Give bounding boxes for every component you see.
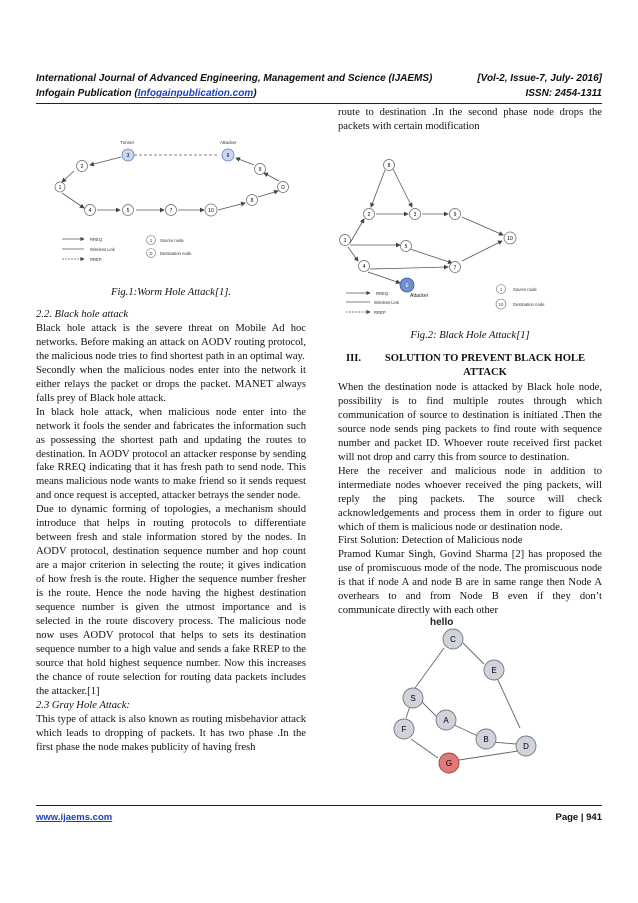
fig2-caption: Fig.2: Black Hole Attack[1] xyxy=(410,330,530,341)
fig1-legend-rreq: RREQ xyxy=(90,237,103,242)
paragraph: When the destination node is attacked by Black hole node, possibility is to find multiple routes through which communication of source to destination is initiated .Then the source node sends ping packets to find route with sequence number and packet ID. Whoever route received first packet will not drop and carry this from source to destination. xyxy=(338,382,602,463)
footer-website-link[interactable]: www.ijaems.com xyxy=(36,812,113,823)
fig1-legend-wireless: Wireless Link xyxy=(90,247,115,252)
paragraph: This type of attack is also known as routing misbehavior attack which leads to dropping of packets. It has two phase .In the first phase the node makes publicity of having fresh xyxy=(36,713,306,753)
fig2-legend-rrep: RREP xyxy=(374,310,386,315)
publisher-suffix: ) xyxy=(253,88,257,99)
paragraph: First Solution: Detection of Malicious node xyxy=(338,535,523,547)
fig1-edge xyxy=(62,193,84,208)
fig3-node-label: C xyxy=(450,635,456,644)
fig3-node-label: F xyxy=(401,725,407,734)
section-3-title-line2: ATTACK xyxy=(463,366,507,378)
fig2-edge xyxy=(410,249,452,263)
paragraph: Due to dynamic forming of topologies, a mechanism should introduce that helps in routing protocols to differentiate between fresh and stale information stored by the nodes. In AODV protocol, destination sequence number and hop count are a major criterion in selecting the route; it gives indication of how fresh is the route. Higher the sequence number fresher is the route. Hence the node having the highest destination sequence number is given the utmost importance and is selected in the route discovery process. The malicious node now uses AODV protocol that helps to sets its destination sequence number to a high value and sends a fake RREP to the source that hold highest sequence number. Now this increases the chance of route selection for routing data packets includes the attacker.[1] xyxy=(36,504,306,697)
fig2-legend-source: Source node xyxy=(513,287,537,292)
fig2-edge xyxy=(462,217,503,235)
left-column xyxy=(36,308,306,755)
figure-promiscuous xyxy=(380,610,560,782)
figure-worm-hole xyxy=(50,135,302,277)
fig1-node-label: 3 xyxy=(126,153,130,159)
paragraph: Secondly when the malicious nodes enter into the network it either relays the packet or drops the packet. MANET always falls prey of Black hole attack. xyxy=(36,364,306,404)
fig3-node-label: B xyxy=(483,735,489,744)
publisher-link[interactable]: Infogainpublication.com xyxy=(137,88,254,99)
fig1-edge xyxy=(264,173,279,181)
right-column-main xyxy=(338,381,602,618)
fig1-legend-dest: Destination node xyxy=(160,251,192,256)
section-3-heading xyxy=(338,352,602,379)
heading-gray-hole: 2.3 Gray Hole Attack: xyxy=(36,699,130,711)
fig3-edge xyxy=(411,739,438,758)
fig2-node-label: 9 xyxy=(453,212,457,218)
fig2-node-label: 10 xyxy=(507,236,513,242)
journal-title: International Journal of Advanced Engineering, Management and Science (IJAEMS) xyxy=(36,73,433,84)
fig1-caption: Fig.1:Worm Hole Attack[1]. xyxy=(110,287,232,298)
issn: ISSN: 2454-1311 xyxy=(525,88,602,99)
fig2-node-label: 6 xyxy=(405,283,409,289)
fig1-legend-dest-sym: D xyxy=(149,251,153,256)
fig3-node-label: S xyxy=(410,694,416,703)
fig3-edge xyxy=(497,678,520,728)
figure-black-hole xyxy=(338,155,602,325)
fig3-edge xyxy=(463,643,484,664)
fig2-node-label: 1 xyxy=(343,238,347,244)
right-column-top xyxy=(338,106,602,134)
fig1-node-label: 4 xyxy=(88,208,92,214)
fig1-legend-rrep: RREP xyxy=(90,257,102,262)
fig1-edge xyxy=(218,203,245,210)
fig3-node-label: A xyxy=(443,716,449,725)
fig3-node-label: G xyxy=(445,759,453,768)
fig1-node-label: 8 xyxy=(250,198,254,204)
fig2-legend-wireless: Wireless Link xyxy=(374,300,399,305)
fig1-node-label: 1 xyxy=(58,185,62,191)
section-3-number: III. xyxy=(346,353,362,364)
fig2-edge xyxy=(350,219,364,243)
fig1-node-label: D xyxy=(281,185,285,191)
fig2-legend-source-sym: 1 xyxy=(499,287,503,292)
fig1-node-label: 10 xyxy=(208,208,214,214)
fig1-node-label: 9 xyxy=(258,167,262,173)
paragraph: Black hole attack is the severe threat on Mobile Ad hoc networks. Before making an attack on AODV routing protocol, the malicious node tries to find shortest path in an optimal way. xyxy=(36,322,306,362)
fig2-legend xyxy=(346,285,545,316)
fig1-node-label: 2 xyxy=(80,164,84,170)
paragraph: Pramod Kumar Singh, Govind Sharma [2] has proposed the use of promiscuous mode of the node. The promiscuous node is that if node A and node B are in same range then Node A overhears to and from Node B even if they don’t communicate directly with each other xyxy=(338,549,602,617)
fig1-attacker-label: Attacker xyxy=(220,140,237,145)
fig2-edge xyxy=(368,272,400,283)
fig3-edge xyxy=(420,700,438,718)
section-3-title-line1: SOLUTION TO PREVENT BLACK HOLE xyxy=(384,353,586,364)
fig2-legend-dest: Destination node xyxy=(513,302,545,307)
fig2-legend-dest-sym: 10 xyxy=(498,302,504,307)
publisher-prefix: Infogain Publication ( xyxy=(36,88,138,99)
fig2-node-label: 7 xyxy=(453,265,457,271)
fig2-edge xyxy=(370,267,448,269)
fig3-edge xyxy=(459,751,518,760)
fig2-node-label: 2 xyxy=(367,212,371,218)
fig1-legend-source: Source node xyxy=(160,238,184,243)
fig3-edge xyxy=(452,724,478,736)
fig3-node-label: D xyxy=(523,742,529,751)
publisher-line xyxy=(36,88,257,99)
fig2-node-label: 8 xyxy=(387,163,391,169)
paragraph: route to destination .In the second phase node drops the packets with certain modification xyxy=(338,107,602,132)
fig2-attacker-label: Attacker xyxy=(410,293,429,299)
fig3-title: hello xyxy=(430,617,454,628)
fig1-legend xyxy=(62,236,192,263)
fig3-edge xyxy=(415,648,444,688)
paragraph: In black hole attack, when malicious node enter into the network it fools the sender and fabricates the information such as possessing the shortest path and updating the routes to destination. In AODV protocol an attacker response by sending fake RREQ indicating that it has fresh path to send node. This means malicious node wants to make friend so it sends request and once request is accepted, attacker betrays the sender node. xyxy=(36,406,306,502)
fig1-node-label: 6 xyxy=(226,153,230,159)
fig1-edge xyxy=(90,157,121,165)
page-number: Page | 941 xyxy=(555,812,602,823)
fig1-node-label: 7 xyxy=(169,208,173,214)
footer-rule xyxy=(36,805,602,806)
fig2-node-label: 5 xyxy=(404,244,408,250)
fig1-edge xyxy=(258,191,278,197)
fig1-node-label: 5 xyxy=(126,208,130,214)
heading-black-hole: 2.2. Black hole attack xyxy=(36,309,129,320)
volume-info: [Vol-2, Issue-7, July- 2016] xyxy=(477,73,602,84)
fig1-edge xyxy=(236,158,254,165)
fig1-edge xyxy=(62,171,74,182)
fig2-node-label: 4 xyxy=(362,264,366,270)
header-rule xyxy=(36,103,602,104)
fig1-legend-source-sym: 1 xyxy=(149,238,153,243)
paragraph: Here the receiver and malicious node in addition to intermediate nodes whoever received the ping packets, will reply the ping packets. The source will check acknowledgements and process them in order to figure out which of them is malicious node or destination node. xyxy=(338,465,602,533)
fig2-edge xyxy=(348,247,358,261)
fig2-edge xyxy=(462,241,502,261)
fig3-node-label: E xyxy=(491,666,497,675)
fig2-node-label: 3 xyxy=(413,212,417,218)
fig2-legend-rreq: RREQ xyxy=(376,291,389,296)
fig2-edge xyxy=(371,170,385,207)
fig1-tunnel-label: Tunnel xyxy=(120,140,134,145)
fig2-edge xyxy=(393,169,412,207)
